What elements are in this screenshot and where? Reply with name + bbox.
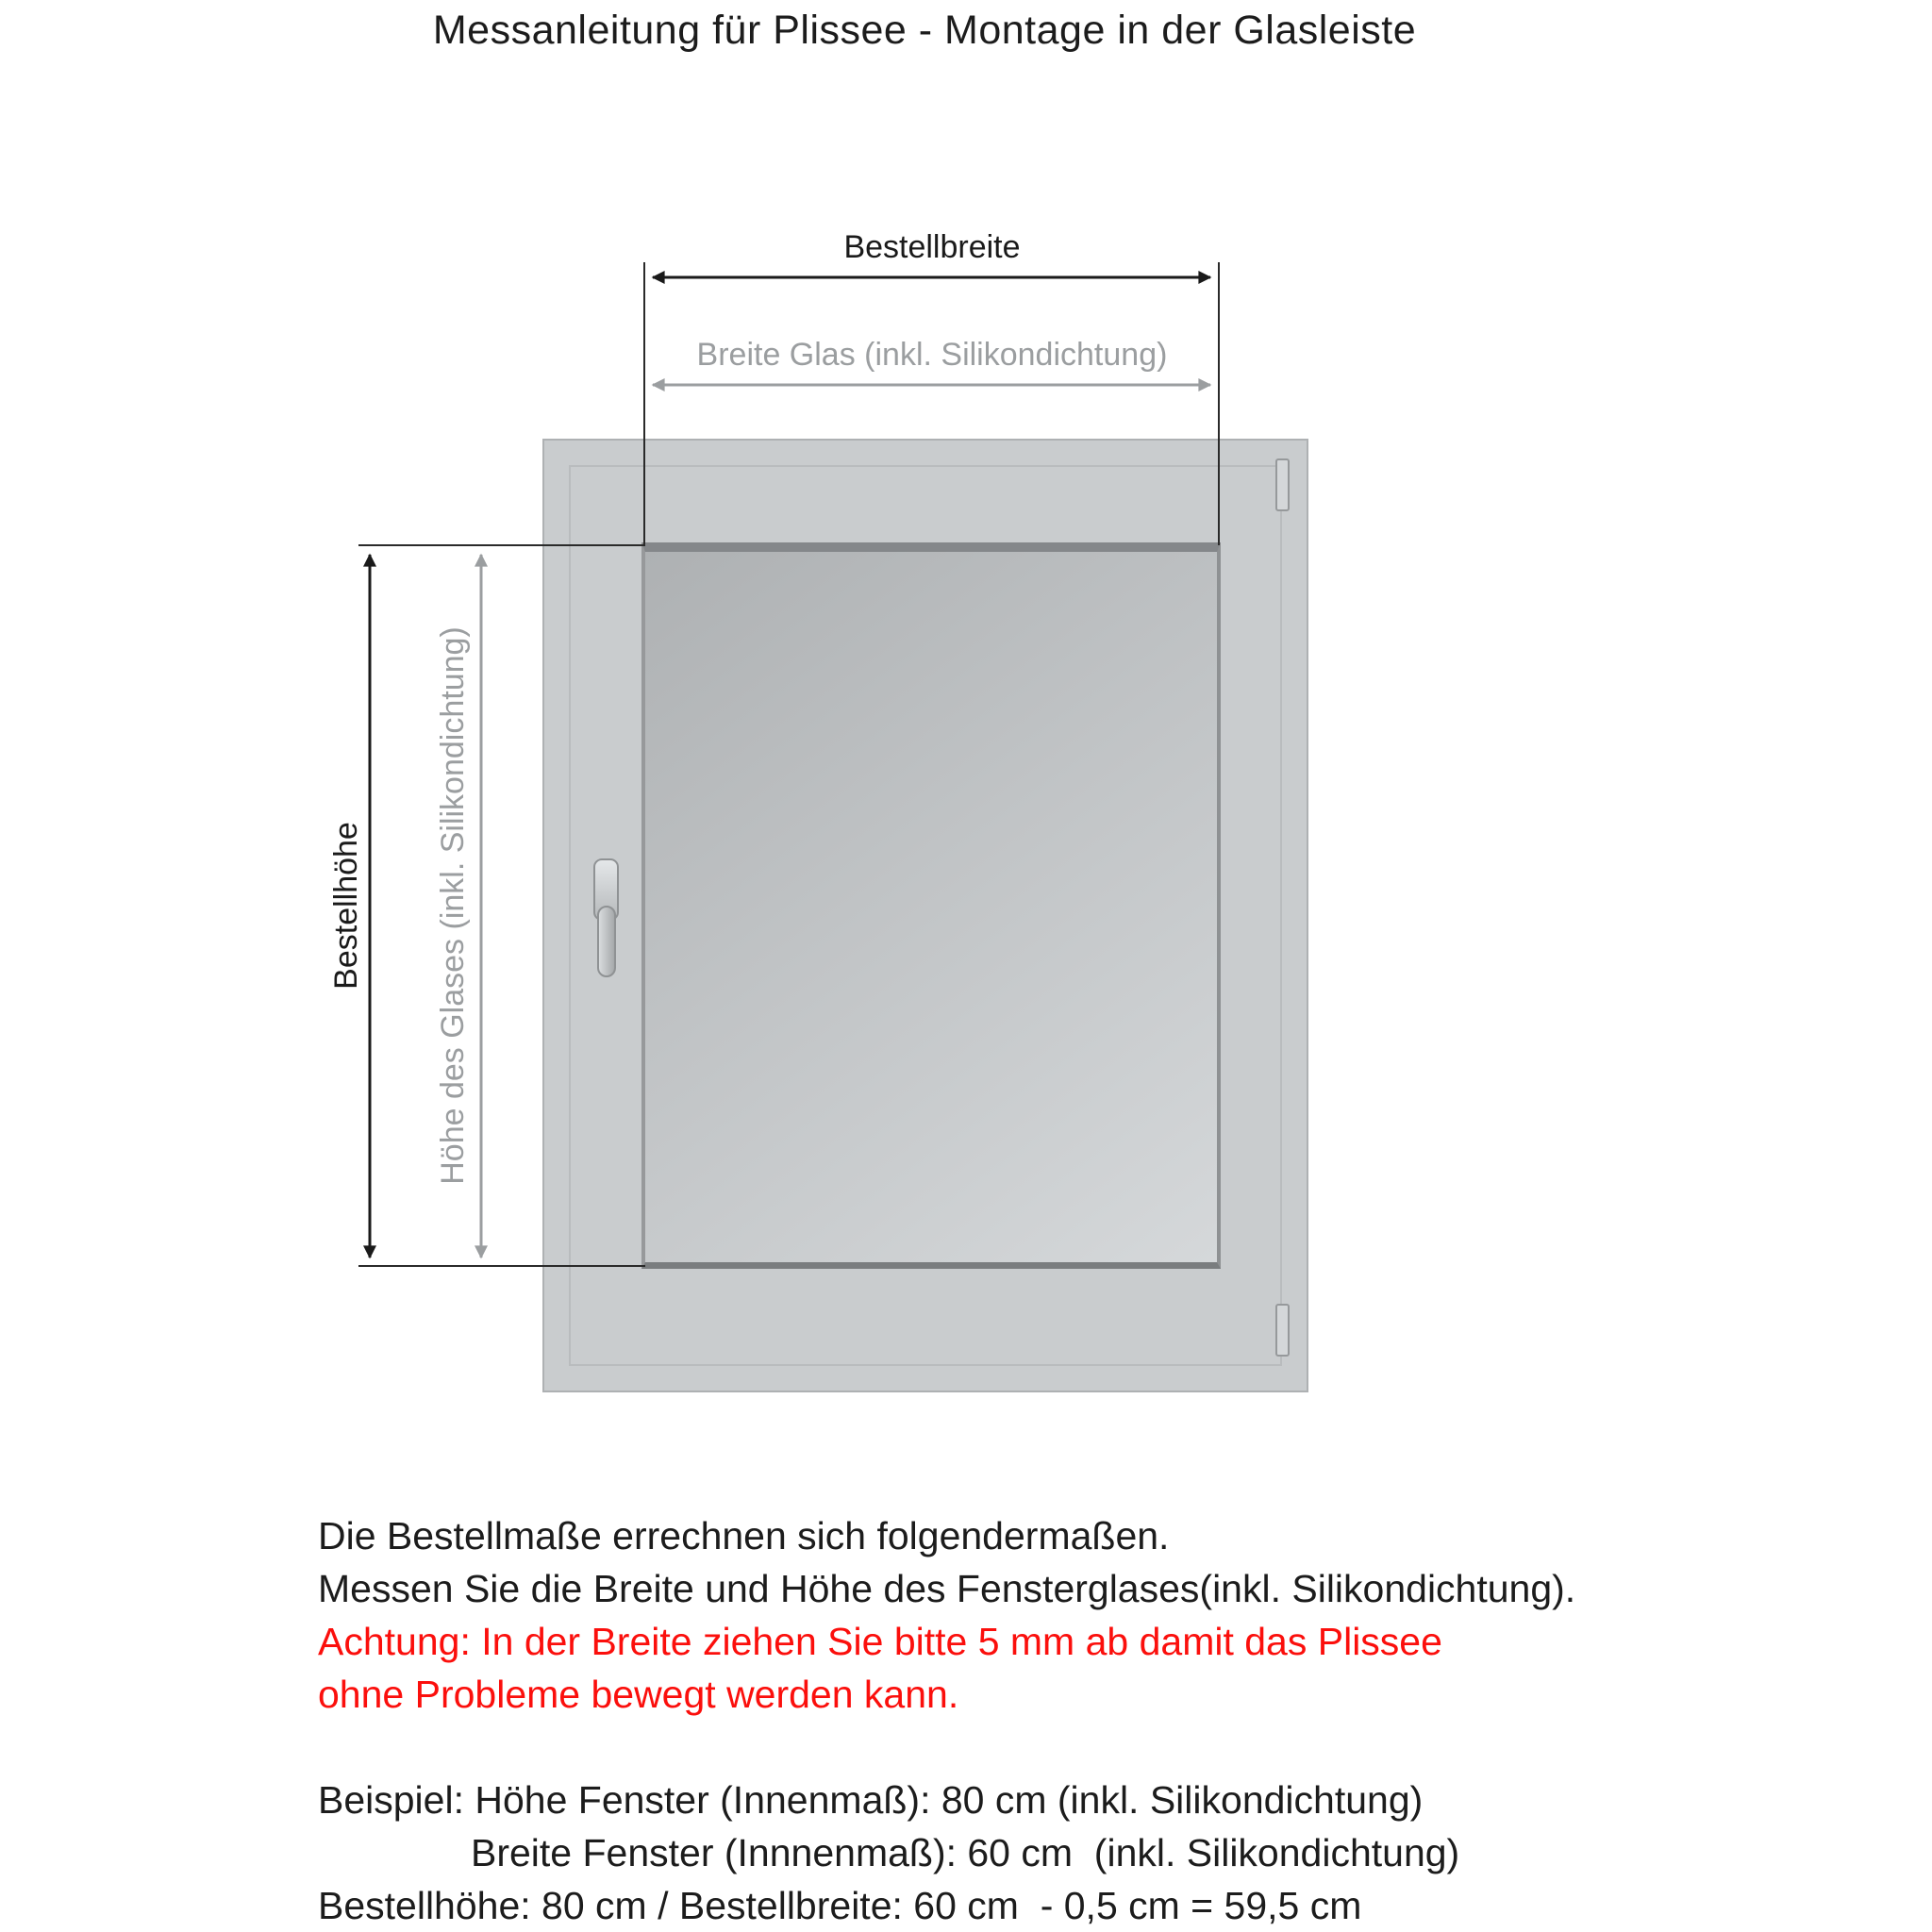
label-glass-width: Breite Glas (inkl. Silikondichtung): [696, 337, 1168, 373]
intro-line-1: Die Bestellmaße errechnen sich folgendermaßen.: [318, 1514, 1170, 1557]
example-line-2: Breite Fenster (Innnenmaß): 60 cm (inkl. Silikondichtung): [471, 1831, 1460, 1874]
label-order-height: Bestellhöhe: [328, 822, 364, 990]
window-handle-grip: [597, 906, 616, 977]
hinge-bottom: [1275, 1304, 1290, 1357]
example-line-3: Bestellhöhe: 80 cm / Bestellbreite: 60 cm - 0,5 cm = 59,5 cm: [318, 1884, 1362, 1927]
label-order-width: Bestellbreite: [843, 229, 1021, 265]
page-title: Messanleitung für Plissee - Montage in der Glasleiste: [432, 8, 1417, 53]
intro-line-2: Messen Sie die Breite und Höhe des Fensterglases(inkl. Silikondichtung).: [318, 1567, 1576, 1610]
warning-line-2: ohne Probleme bewegt werden kann.: [318, 1673, 959, 1716]
example-line-1: Beispiel: Höhe Fenster (Innenmaß): 80 cm (inkl. Silikondichtung): [318, 1778, 1424, 1822]
window-glass: [641, 542, 1221, 1269]
instructions-block: [318, 1509, 1733, 1932]
warning-line-1: Achtung: In der Breite ziehen Sie bitte 5 mm ab damit das Plissee: [318, 1620, 1442, 1663]
hinge-top: [1275, 458, 1290, 511]
label-glass-height: Höhe des Glases (inkl. Silikondichtung): [435, 626, 471, 1185]
